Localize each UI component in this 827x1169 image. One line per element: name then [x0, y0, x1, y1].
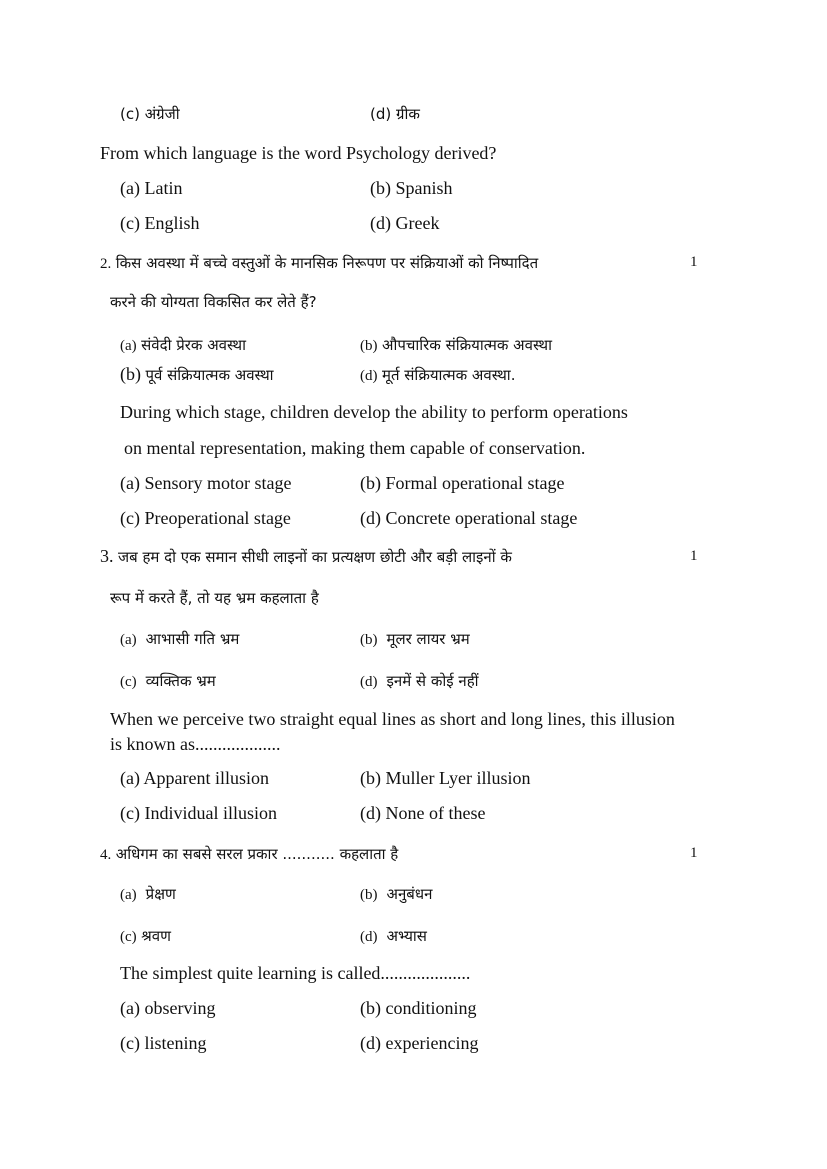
q3-option-c: (c) Individual illusion [120, 803, 277, 823]
q3-hindi-option-d [360, 669, 479, 693]
q2-hindi-option-a [120, 333, 246, 357]
text-span: मूर्त संक्रियात्मक अवस्था. [382, 366, 516, 384]
text-span: (d) [360, 929, 378, 945]
q4-hindi-question [100, 842, 398, 866]
q3-option-a: (a) Apparent illusion [120, 768, 269, 788]
text-span: प्रेक्षण [145, 885, 176, 903]
q3-hindi-option-b [360, 627, 470, 651]
q3-hindi-question [100, 545, 512, 568]
text-span: मूलर लायर भ्रम [386, 630, 470, 648]
text-span: व्यक्तिक भ्रम [145, 672, 216, 690]
q4-option-c: (c) listening [120, 1033, 207, 1053]
q2-hindi-question-line2: करने की योग्यता विकसित कर लेते हैं? [110, 293, 317, 311]
text-span: अभ्यास [386, 927, 427, 945]
text-span: संवेदी प्रेरक अवस्था [141, 336, 247, 354]
text-span: (c) [120, 674, 137, 690]
text-span: 4. [100, 847, 112, 863]
q4-hindi-option-c [120, 924, 171, 948]
text-span: 2. [100, 256, 112, 272]
q1-hindi-option-d: (d) ग्रीक [370, 105, 420, 123]
q2-hindi-option-b [360, 333, 552, 357]
text-span: इनमें से कोई नहीं [386, 672, 479, 690]
text-span: (a) [120, 632, 137, 648]
q4-hindi-option-b [360, 882, 432, 906]
q3-hindi-option-a [120, 627, 239, 651]
q2-hindi-option-c [120, 363, 274, 386]
text-span: (d) [360, 674, 378, 690]
text-span: अनुबंधन [386, 885, 433, 903]
q1-english-question: From which language is the word Psychology derived? [100, 143, 497, 163]
q2-option-d: (d) Concrete operational stage [360, 508, 578, 528]
text-span: (a) [120, 338, 137, 354]
q3-hindi-option-c [120, 669, 216, 693]
text-span: (b) [120, 364, 141, 384]
q4-hindi-option-d [360, 924, 427, 948]
q2-option-b: (b) Formal operational stage [360, 473, 565, 493]
text-span: (b) [360, 632, 378, 648]
q3-marks: 1 [690, 548, 698, 564]
text-span: (d) [360, 368, 378, 384]
q3-option-d: (d) None of these [360, 803, 486, 823]
q3-hindi-question-line2: रूप में करते हैं, तो यह भ्रम कहलाता है [110, 589, 319, 607]
text-span: (b) [360, 887, 378, 903]
q1-option-c: (c) English [120, 213, 200, 233]
q4-english-question: The simplest quite learning is called.................... [120, 963, 471, 983]
q4-hindi-option-a [120, 882, 176, 906]
text-span: पूर्व संक्रियात्मक अवस्था [145, 366, 274, 384]
text-span: (b) [360, 338, 378, 354]
q2-option-a: (a) Sensory motor stage [120, 473, 292, 493]
q2-option-c: (c) Preoperational stage [120, 508, 291, 528]
q2-english-question-line2: on mental representation, making them capable of conservation. [124, 438, 586, 458]
q1-hindi-option-c: (c) अंग्रेजी [120, 105, 180, 123]
q3-english-question-line1: When we perceive two straight equal lines as short and long lines, this illusion [110, 709, 675, 729]
q4-option-b: (b) conditioning [360, 998, 477, 1018]
text-span: औपचारिक संक्रियात्मक अवस्था [382, 336, 552, 354]
q2-english-question-line1: During which stage, children develop the ability to perform operations [120, 402, 628, 422]
text-span: आभासी गति भ्रम [145, 630, 240, 648]
q1-option-a: (a) Latin [120, 178, 183, 198]
text-span: जब हम दो एक समान सीधी लाइनों का प्रत्यक्षण छोटी और बड़ी लाइनों के [118, 548, 512, 566]
q2-hindi-question [100, 251, 538, 275]
text-span: श्रवण [141, 927, 171, 945]
q2-hindi-option-d [360, 363, 515, 387]
text-span: 3. [100, 546, 114, 566]
q1-option-d: (d) Greek [370, 213, 440, 233]
q2-marks: 1 [690, 254, 698, 270]
q4-marks: 1 [690, 845, 698, 861]
q1-option-b: (b) Spanish [370, 178, 453, 198]
q3-option-b: (b) Muller Lyer illusion [360, 768, 531, 788]
q3-english-question-line2: is known as................... [110, 734, 281, 754]
q4-option-a: (a) observing [120, 998, 216, 1018]
text-span: (c) [120, 929, 137, 945]
text-span: अधिगम का सबसे सरल प्रकार ........... कहलाता है [115, 845, 399, 863]
text-span: (a) [120, 887, 137, 903]
q4-option-d: (d) experiencing [360, 1033, 479, 1053]
text-span: किस अवस्था में बच्चे वस्तुओं के मानसिक निरूपण पर संक्रियाओं को निष्पादित [115, 254, 539, 272]
